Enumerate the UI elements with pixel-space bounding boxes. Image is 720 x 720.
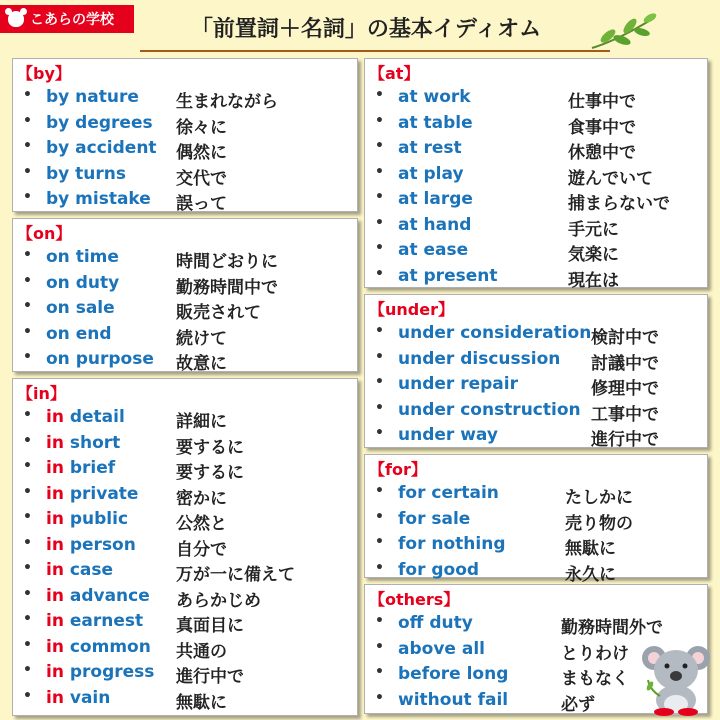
idiom-row — [365, 323, 707, 348]
idiom-noun: advance — [63, 585, 150, 606]
idiom-preposition: in — [46, 560, 64, 580]
idiom-english: on sale — [46, 298, 115, 318]
idiom-meaning: たしかに — [565, 488, 633, 508]
idiom-meaning: 捕まらないで — [568, 194, 670, 214]
bullet-icon: • — [375, 240, 384, 256]
idiom-meaning: 気楽に — [568, 245, 619, 265]
idiom-row — [13, 323, 357, 349]
idiom-noun: common — [63, 636, 151, 657]
idiom-row — [365, 214, 707, 240]
idiom-meaning: 無駄に — [565, 539, 616, 559]
bullet-icon: • — [375, 508, 384, 525]
idiom-row — [365, 87, 707, 112]
idiom-row — [13, 611, 357, 636]
idiom-meaning: 手元に — [568, 219, 619, 240]
idiom-english: under repair — [398, 374, 518, 394]
idiom-noun: earnest — [63, 611, 144, 631]
idiom-row — [13, 560, 357, 585]
idiom-noun: short — [63, 432, 121, 453]
idiom-row — [365, 399, 707, 425]
idiom-meaning: 休憩中で — [568, 143, 636, 163]
panel-heading-in: 【in】 — [17, 384, 66, 403]
idiom-row — [13, 483, 357, 509]
title-underline — [140, 50, 610, 52]
bullet-icon: • — [23, 636, 32, 653]
idiom-row — [365, 163, 707, 189]
idiom-preposition: in — [46, 611, 64, 631]
idiom-noun: public — [63, 509, 129, 529]
bullet-icon: • — [375, 613, 384, 629]
brand-badge — [0, 5, 134, 33]
bullet-icon: • — [23, 407, 32, 423]
idiom-english: on purpose — [46, 349, 154, 369]
idiom-english — [46, 688, 110, 708]
idiom-meaning: 誤って — [176, 194, 227, 214]
idiom-noun: case — [63, 560, 114, 580]
panel-heading-others: 【others】 — [369, 590, 460, 609]
idiom-row — [13, 112, 357, 138]
koala-mascot-icon — [640, 640, 712, 716]
idiom-row — [365, 508, 707, 534]
idiom-meaning: 進行中で — [591, 430, 659, 450]
idiom-english: for sale — [398, 508, 471, 529]
idiom-english: at large — [398, 189, 473, 209]
bullet-icon: • — [375, 112, 384, 129]
idiom-english — [46, 662, 154, 682]
idiom-preposition: in — [46, 509, 64, 529]
idiom-row — [365, 265, 707, 291]
idiom-preposition: in — [46, 687, 64, 708]
idiom-row — [365, 425, 707, 450]
bullet-icon: • — [375, 163, 384, 180]
bullet-icon: • — [23, 112, 32, 129]
leaf-branch-icon — [588, 10, 658, 54]
idiom-noun: person — [63, 534, 136, 555]
idiom-meaning: 故意に — [176, 354, 227, 374]
panel-heading-by: 【by】 — [17, 64, 71, 83]
idiom-english: off duty — [398, 613, 473, 633]
bullet-icon: • — [375, 323, 384, 339]
idiom-row — [13, 458, 357, 483]
brand-name: こあらの学校 — [30, 12, 114, 28]
idiom-row — [13, 687, 357, 713]
idiom-row — [13, 407, 357, 432]
bullet-icon: • — [23, 349, 32, 365]
idiom-english: at hand — [398, 214, 472, 235]
idiom-row — [13, 87, 357, 112]
bullet-icon: • — [375, 425, 384, 441]
idiom-row — [13, 349, 357, 374]
bullet-icon: • — [23, 585, 32, 602]
idiom-preposition: in — [46, 534, 64, 555]
bullet-icon: • — [375, 483, 384, 499]
idiom-meaning: 真面目に — [176, 616, 244, 636]
idiom-row — [13, 189, 357, 214]
bullet-icon: • — [375, 348, 384, 365]
idiom-meaning: とりわけ — [561, 643, 629, 664]
idiom-preposition: in — [46, 407, 64, 427]
idiom-meaning: 遊んでいて — [568, 168, 653, 189]
idiom-row — [13, 585, 357, 611]
idiom-row — [365, 374, 707, 399]
bullet-icon: • — [23, 534, 32, 551]
idiom-english: at present — [398, 265, 498, 286]
bullet-icon: • — [23, 432, 32, 449]
idiom-preposition: in — [46, 483, 64, 504]
bullet-icon: • — [375, 559, 384, 576]
idiom-english: at work — [398, 87, 471, 107]
bullet-icon: • — [375, 189, 384, 205]
idiom-preposition: in — [46, 662, 64, 682]
bullet-icon: • — [23, 189, 32, 205]
idiom-meaning: 徐々に — [176, 117, 227, 138]
idiom-meaning: 生まれながら — [176, 92, 278, 112]
idiom-english: for good — [398, 559, 480, 580]
idiom-english: under discussion — [398, 348, 561, 369]
idiom-preposition: in — [46, 432, 64, 453]
panel-on — [12, 218, 358, 372]
idiom-meaning: 販売されて — [176, 303, 261, 323]
idiom-english: for certain — [398, 483, 499, 503]
idiom-english — [46, 433, 120, 453]
idiom-english — [46, 586, 150, 606]
panel-in — [12, 378, 358, 716]
idiom-row — [13, 138, 357, 163]
idiom-meaning: 売り物の — [565, 513, 633, 534]
idiom-preposition: in — [46, 458, 64, 478]
bullet-icon: • — [375, 664, 384, 680]
bullet-icon: • — [375, 638, 384, 655]
idiom-row — [365, 112, 707, 138]
idiom-row — [13, 163, 357, 189]
idiom-meaning: 永久に — [565, 564, 616, 585]
bullet-icon: • — [23, 687, 32, 704]
idiom-english: under consideration — [398, 323, 592, 343]
idiom-english: by turns — [46, 163, 127, 184]
idiom-row — [365, 534, 707, 559]
idiom-row — [365, 189, 707, 214]
idiom-english: above all — [398, 638, 485, 659]
idiom-row — [365, 138, 707, 163]
bullet-icon: • — [375, 138, 384, 154]
bullet-icon: • — [23, 323, 32, 340]
idiom-english: by mistake — [46, 189, 151, 209]
idiom-row — [13, 662, 357, 687]
idiom-meaning: 要するに — [176, 463, 244, 483]
idiom-row — [13, 432, 357, 458]
idiom-meaning: 工事中で — [591, 404, 659, 425]
idiom-noun: detail — [63, 407, 125, 427]
idiom-row — [13, 509, 357, 534]
idiom-row — [365, 240, 707, 265]
idiom-meaning: 検討中で — [591, 328, 659, 348]
bullet-icon: • — [23, 458, 32, 474]
idiom-english: at ease — [398, 240, 469, 260]
idiom-meaning: 時間どおりに — [176, 252, 278, 272]
bullet-icon: • — [23, 662, 32, 678]
idiom-english — [46, 407, 125, 427]
idiom-meaning: 仕事中で — [568, 92, 636, 112]
panel-heading-under: 【under】 — [369, 300, 454, 319]
idiom-meaning: 無駄に — [176, 692, 227, 713]
idiom-meaning: 公然と — [176, 514, 227, 534]
panel-by — [12, 58, 358, 212]
panel-for — [364, 454, 708, 585]
idiom-row — [13, 272, 357, 298]
idiom-english — [46, 509, 128, 529]
idiom-row — [13, 636, 357, 662]
idiom-meaning: まもなく — [561, 669, 629, 689]
idiom-english: before long — [398, 664, 509, 684]
idiom-english: at play — [398, 163, 464, 184]
idiom-meaning: 詳細に — [176, 412, 227, 432]
idiom-english — [46, 637, 151, 657]
idiom-english: at table — [398, 112, 473, 133]
idiom-preposition: in — [46, 585, 64, 606]
page-title: 「前置詞＋名詞」の基本イディオム — [190, 17, 542, 42]
bullet-icon: • — [23, 163, 32, 180]
idiom-meaning: 修理中で — [591, 379, 659, 399]
bullet-icon: • — [375, 374, 384, 390]
idiom-row — [13, 534, 357, 560]
idiom-meaning: 密かに — [176, 488, 227, 509]
idiom-meaning: 交代で — [176, 168, 227, 189]
bullet-icon: • — [23, 138, 32, 154]
bullet-icon: • — [375, 87, 384, 103]
idiom-english — [46, 611, 143, 631]
idiom-meaning: 共通の — [176, 641, 227, 662]
idiom-row — [365, 483, 707, 508]
bullet-icon: • — [23, 509, 32, 525]
idiom-english — [46, 484, 138, 504]
idiom-meaning: 万が一に備えて — [176, 565, 295, 585]
idiom-english: on duty — [46, 272, 120, 293]
idiom-english: at rest — [398, 138, 462, 158]
bullet-icon: • — [23, 87, 32, 103]
idiom-meaning: 自分で — [176, 539, 227, 560]
bullet-icon: • — [375, 689, 384, 706]
bullet-icon: • — [375, 214, 384, 231]
bullet-icon: • — [23, 560, 32, 576]
panel-heading-on: 【on】 — [17, 224, 72, 243]
idiom-noun: progress — [63, 662, 155, 682]
bullet-icon: • — [375, 399, 384, 416]
idiom-english: for nothing — [398, 534, 506, 554]
idiom-english — [46, 560, 113, 580]
idiom-meaning: 勤務時間外で — [561, 618, 663, 638]
idiom-meaning: 勤務時間中で — [176, 277, 278, 298]
idiom-english: under way — [398, 425, 498, 445]
bullet-icon: • — [375, 534, 384, 550]
panel-at — [364, 58, 708, 291]
idiom-noun: private — [63, 483, 139, 504]
idiom-english: on time — [46, 247, 119, 267]
panel-heading-at: 【at】 — [369, 64, 420, 83]
panel-under — [364, 294, 708, 448]
idiom-row — [13, 247, 357, 272]
bullet-icon: • — [23, 483, 32, 500]
idiom-english: on end — [46, 323, 112, 344]
idiom-meaning: 続けて — [176, 328, 227, 349]
idiom-english: by accident — [46, 138, 157, 158]
bullet-icon: • — [23, 298, 32, 314]
idiom-row — [365, 348, 707, 374]
koala-logo-icon — [8, 11, 24, 27]
idiom-english — [46, 535, 136, 555]
panel-heading-for: 【for】 — [369, 460, 427, 479]
bullet-icon: • — [23, 611, 32, 627]
idiom-meaning: 討議中で — [591, 353, 659, 374]
bullet-icon: • — [375, 265, 384, 282]
idiom-meaning: 食事中で — [568, 117, 636, 138]
idiom-meaning: 要するに — [176, 437, 244, 458]
idiom-english — [46, 458, 115, 478]
bullet-icon: • — [23, 272, 32, 289]
idiom-meaning: あらかじめ — [176, 590, 261, 611]
bullet-icon: • — [23, 247, 32, 263]
idiom-row — [365, 613, 707, 638]
idiom-meaning: 偶然に — [176, 143, 227, 163]
idiom-meaning: 必ず — [561, 694, 595, 715]
idiom-english: by degrees — [46, 112, 153, 133]
idiom-noun: vain — [63, 687, 111, 708]
idiom-meaning: 進行中で — [176, 667, 244, 687]
idiom-english: by nature — [46, 87, 139, 107]
idiom-english: under construction — [398, 399, 581, 420]
idiom-english: without fail — [398, 689, 509, 710]
idiom-noun: brief — [63, 458, 116, 478]
idiom-meaning: 現在は — [568, 270, 619, 291]
idiom-row — [13, 298, 357, 323]
idiom-preposition: in — [46, 636, 64, 657]
idiom-row — [365, 559, 707, 585]
